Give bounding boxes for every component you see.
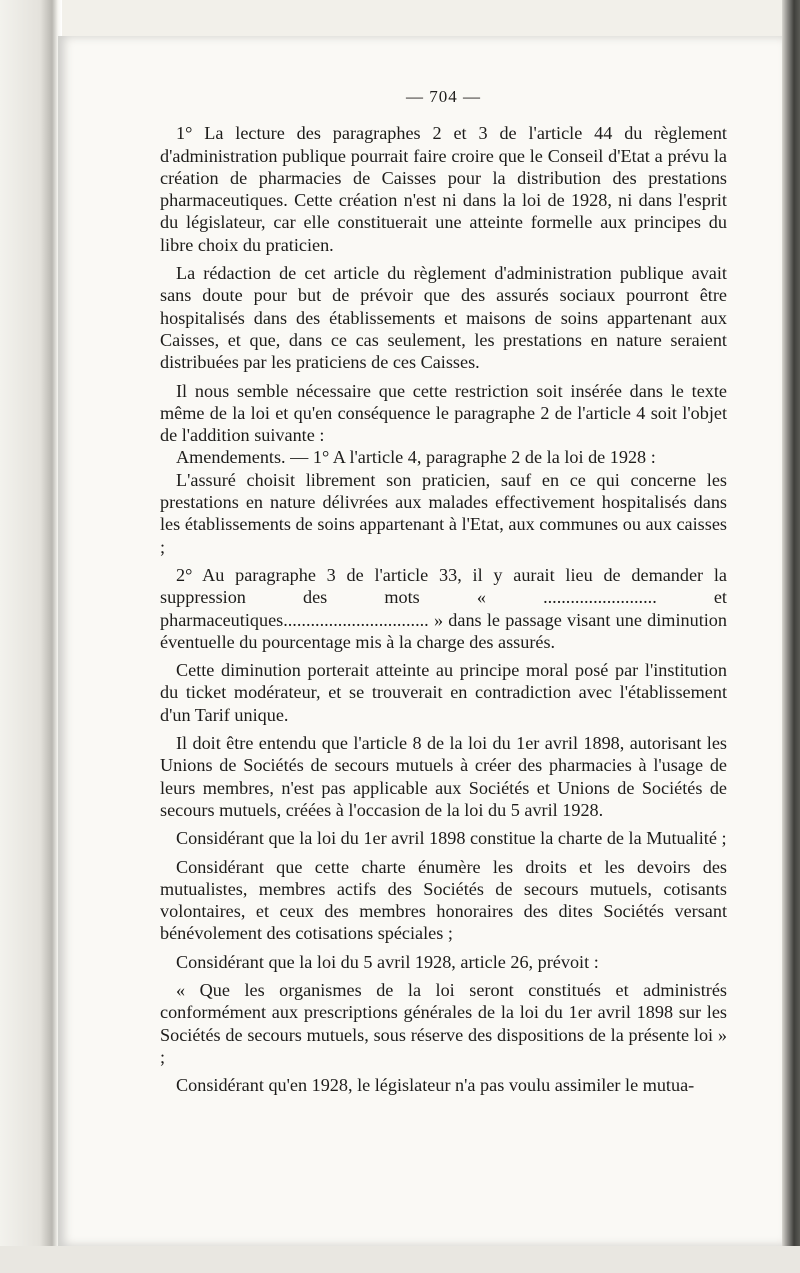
page-binding-edge <box>0 0 62 1273</box>
paragraph-amendments: Amendements. — 1° A l'article 4, paragraphe 2 de la loi de 1928 : <box>176 447 656 468</box>
paragraph: Considérant qu'en 1928, le législateur n'a pas voulu assimiler le mutua- <box>176 1075 695 1096</box>
paragraph: Cette diminution porterait atteinte au principe moral posé par l'institution du ticket modérateur, et se trouverait en contradiction avec l'établissement d'un Tarif unique. <box>160 660 727 725</box>
paragraph: 1° La lecture des paragraphes 2 et 3 de l'article 44 du règlement d'administration publique pourrait faire croire que le Conseil d'Etat a prévu la création de pharmacies de Caisses pour la distribution des prestations pharmaceutiques. Cette création n'est ni dans la loi de 1928, ni dans l'esprit du législateur, car elle constituerait une atteinte formelle aux principes du libre choix du praticien. <box>160 123 727 255</box>
paragraph: Considérant que la loi du 1er avril 1898 constitue la charte de la Mutualité ; <box>176 828 727 849</box>
paragraph: Il nous semble nécessaire que cette restriction soit insérée dans le texte même de la loi et qu'en conséquence le paragraphe 2 de l'article 4 soit l'objet de l'addition suivante : <box>160 380 727 446</box>
page-right-edge <box>782 0 800 1273</box>
paragraph: Considérant que cette charte énumère les droits et les devoirs des mutualistes, membres actifs des Sociétés de secours mutuels, cotisants volontaires, et ceux des membres honoraires des dites Sociétés versant bénévolement des cotisations spéciales ; <box>160 856 727 944</box>
scan-background-top <box>0 0 800 40</box>
paragraph: Il doit être entendu que l'article 8 de la loi du 1er avril 1898, autorisant les Unions de Sociétés de secours mutuels à créer des pharmacies à l'usage de leurs membres, n'est pas applicable aux Sociétés et Unions de Sociétés de secours mutuels, créées à l'occasion de la loi du 5 avril 1928. <box>160 733 727 820</box>
page-body <box>160 86 727 1096</box>
page-number: — 704 — <box>406 87 481 106</box>
paragraph: Considérant que la loi du 5 avril 1928, article 26, prévoit : <box>176 951 599 972</box>
paragraph: 2° Au paragraphe 3 de l'article 33, il y aurait lieu de demander la suppression des mots « ......................... et pharmaceutiques................................ » dans le passage visant une diminution éventuelle du pourcentage mis à la charge des assurés. <box>160 564 727 652</box>
paragraph: La rédaction de cet article du règlement d'administration publique avait sans doute pour but de prévoir que des assurés sociaux pourront être hospitalisés dans des établissements et maisons de soins appartenant aux Caisses, et que, dans ce cas seulement, les prestations en nature seraient distribuées par les praticiens de ces Caisses. <box>160 263 727 373</box>
paragraph: L'assuré choisit librement son praticien, sauf en ce qui concerne les prestations en nature délivrées aux malades effectivement hospitalisés dans les établissements de soins appartenant à l'Etat, aux communes ou aux caisses ; <box>160 469 727 557</box>
scan-background-bottom <box>0 1246 800 1273</box>
paragraph-quote: « Que les organismes de la loi seront constitués et administrés conformément aux prescriptions générales de la loi du 1er avril 1898 sur les Sociétés de secours mutuels, sous réserve des dispositions de la présente loi » ; <box>160 979 727 1067</box>
